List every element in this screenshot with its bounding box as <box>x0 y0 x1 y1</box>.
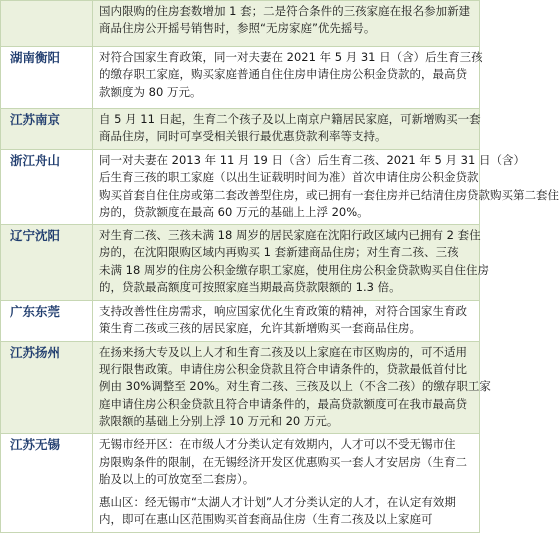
row-city: 浙江舟山 <box>1 150 93 225</box>
row-text-line: 内，即可在惠山区范围购买首套商品住房（生育二孩及以上家庭可 <box>99 512 433 527</box>
row-text-line: 的缴存职工家庭，购买家庭普通自住住房申请住房公积金贷款的，最高贷 <box>99 67 467 82</box>
row-city: 江苏南京 <box>1 109 93 150</box>
row-content <box>93 225 489 301</box>
row-text-line: 房的，在沈阳限购区域内再购买 1 套新建商品住房；对生育二孩、三孩 <box>99 245 459 260</box>
row-text-line: 支持改善性住房需求，响应国家优化生育政策的精神，对符合国家生育政 <box>99 304 467 319</box>
row-content <box>93 1 480 47</box>
row-text-line: 的，贷款最高额度可按照家庭当期最高贷款限额的 1.3 倍。 <box>99 280 401 295</box>
table-row <box>1 47 480 109</box>
table-row <box>1 109 480 150</box>
row-city: 湖南衡阳 <box>1 47 93 109</box>
table-row <box>1 1 480 47</box>
row-text-line: 房限购条件的限制，在无锡经济开发区优惠购买一套人才安居房（生育二 <box>99 454 467 469</box>
row-content <box>93 341 491 433</box>
row-text-line: 自 5 月 11 日起，生育二个孩子及以上南京户籍居民家庭，可新增购买一套 <box>99 112 481 126</box>
row-text-line: 惠山区：经无锡市“太湖人才计划”人才分类认定的人才，在认定有效期 <box>99 495 456 510</box>
row-city: 江苏扬州 <box>1 341 93 433</box>
row-text-line: 商品住房，同时可享受相关银行最优惠贷款利率等支持。 <box>99 129 387 144</box>
table-row <box>1 301 480 342</box>
table-row <box>1 150 480 225</box>
row-text-line: 款限额的基础上分别上浮 10 万元和 20 万元。 <box>99 413 339 428</box>
row-text-line: 同一对夫妻在 2013 年 11 月 19 日（含）后生育二孩、2021 年 5 月 31 日（含） <box>99 153 525 167</box>
row-content <box>93 109 480 150</box>
row-text-line: 款额度为 80 万元。 <box>99 84 202 99</box>
row-text-line: 例由 30%调整至 20%。对生育二孩、三孩及以上（不含二孩）的缴存职工家 <box>99 379 491 394</box>
row-text-line: 未满 18 周岁的住房公积金缴存职工家庭，使用住房公积金贷款购买自住住房 <box>99 262 489 277</box>
row-text-line: 后生育三孩的职工家庭（以出生证载明时间为准）首次申请住房公积金贷款 <box>99 170 479 185</box>
row-text-line: 商品住房公开摇号销售时，参照“无房家庭”优先摇号。 <box>99 21 376 36</box>
row-text-line: 胎及以上的可放宽至二套房）。 <box>99 471 255 486</box>
table-row <box>1 434 480 532</box>
row-content <box>93 47 483 109</box>
row-text-line: 国内限购的住房套数增加 1 套；二是符合条件的三孩家庭在报名参加新建 <box>99 4 471 18</box>
row-city: 辽宁沈阳 <box>1 225 93 301</box>
row-city: 广东东莞 <box>1 301 93 342</box>
row-content <box>93 301 480 342</box>
row-text-line: 房的，贷款额度在最高 60 万元的基础上上浮 20%。 <box>99 204 369 219</box>
row-text-line: 庭申请住房公积金贷款且符合申请条件的，最高贷款额度可在我市最高贷 <box>99 396 467 411</box>
table-row <box>1 225 480 301</box>
row-city <box>1 1 93 47</box>
row-text-line: 对生育二孩、三孩未满 18 周岁的居民家庭在沈阳行政区域内已拥有 2 套住 <box>99 228 481 243</box>
row-text-line: 在扬来扬大专及以上人才和生育二孩及以上家庭在市区购房的，可不适用 <box>99 344 467 359</box>
row-text-line: 对符合国家生育政策，同一对夫妻在 2021 年 5 月 31 日（含）后生育三孩 <box>99 50 483 64</box>
row-text-line: 策生育二孩或三孩的居民家庭，允许其新增购买一套商品住房。 <box>99 321 421 336</box>
row-content <box>93 150 559 225</box>
row-text-line: 现行限售政策。申请住房公积金贷款且符合申请条件的，贷款最低首付比 <box>99 362 467 377</box>
row-text-line: 购买首套自住住房或第二套改善型住房，或已拥有一套住房并已结清住房贷款购买第二套住 <box>99 187 559 202</box>
row-text-line: 无锡市经开区：在市级人才分类认定有效期内，人才可以不受无锡市住 <box>99 437 456 452</box>
row-content <box>93 434 480 532</box>
row-city: 江苏无锡 <box>1 434 93 532</box>
table-row <box>1 341 480 433</box>
